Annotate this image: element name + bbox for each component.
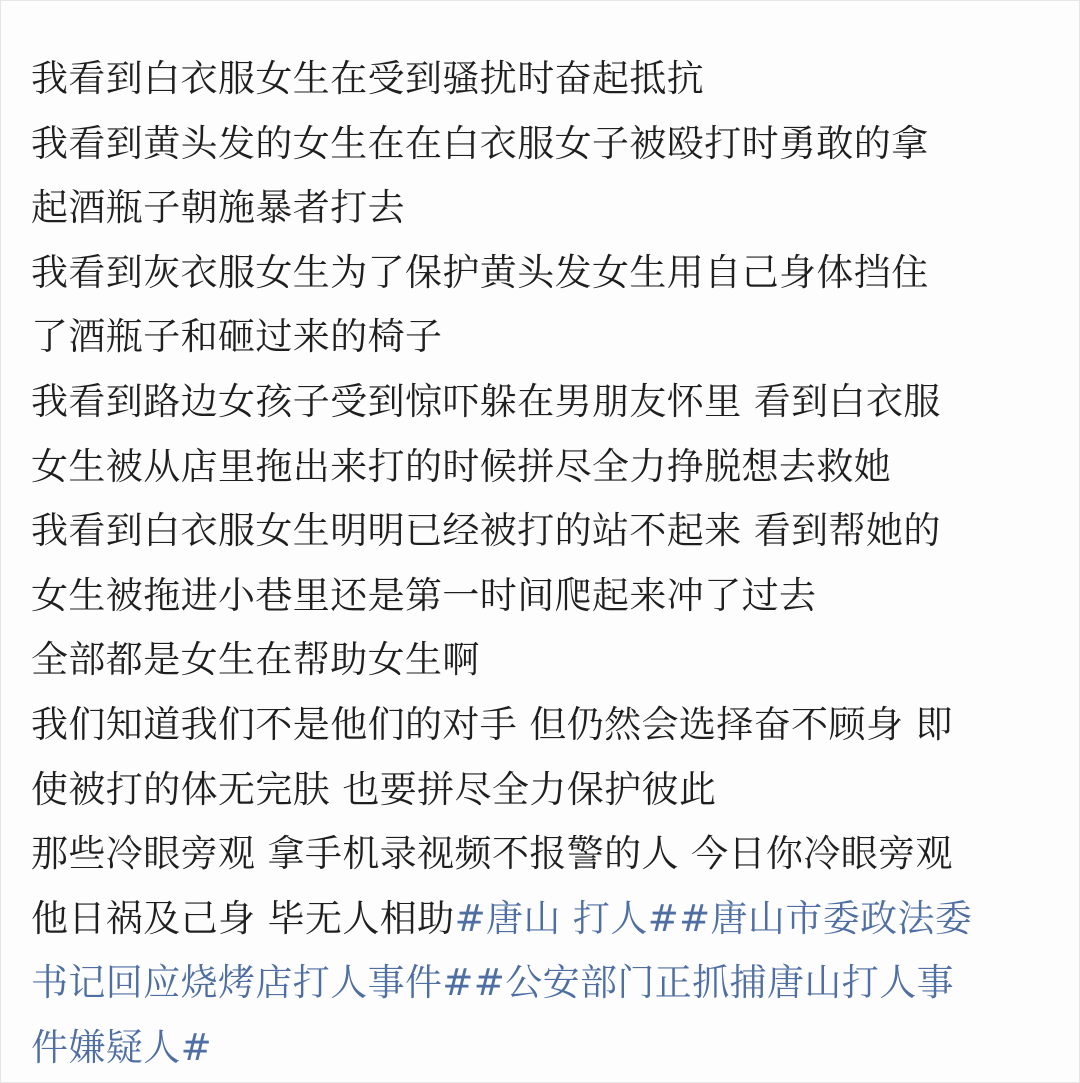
post-text-line-6: 我看到路边女孩子受到惊吓躲在男朋友怀里 看到白衣服 (31, 379, 941, 423)
post-text-line-8: 我看到白衣服女生明明已经被打的站不起来 看到帮她的 (31, 509, 941, 553)
post-text-line-4: 我看到灰衣服女生为了保护黄头发女生用自己身体挡住 (31, 250, 929, 294)
post-text-line-14 (31, 887, 1071, 952)
post-text-line-9: 女生被拖进小巷里还是第一时间爬起来冲了过去 (31, 573, 817, 617)
post-text-line-14-plain: 他日祸及己身 毕无人相助 (31, 896, 455, 940)
hashtag-link-suspect-arrest[interactable]: 件嫌疑人# (31, 1025, 213, 1069)
post-text-line-13: 那些冷眼旁观 拿手机录视频不报警的人 今日你冷眼旁观 (31, 832, 953, 876)
post-text-line-12: 使被打的体无完肤 也要拼尽全力保护彼此 (31, 767, 717, 811)
hashtag-link-tangshan[interactable]: #唐山 打人##唐山市委政法委 (454, 896, 973, 940)
post-text-line-5: 了酒瓶子和砸过来的椅子 (31, 315, 443, 359)
post-text-line-1: 我看到白衣服女生在受到骚扰时奋起抵抗 (31, 57, 705, 100)
post-text-line-7: 女生被从店里拖出来打的时候拼尽全力挣脱想去救她 (31, 444, 892, 488)
post-text-line-11: 我们知道我们不是他们的对手 但仍然会选择奋不顾身 即 (31, 702, 953, 746)
post-text-line-3: 起酒瓶子朝施暴者打去 (31, 186, 405, 230)
hashtag-link-secretary-response[interactable]: 书记回应烧烤店打人事件##公安部门正抓捕唐山打人事 (31, 961, 955, 1005)
post-text-line-10: 全部都是女生在帮助女生啊 (31, 638, 480, 682)
post-body-text (31, 47, 1071, 1081)
post-text-line-2: 我看到黄头发的女生在在白衣服女子被殴打时勇敢的拿 (31, 121, 929, 165)
